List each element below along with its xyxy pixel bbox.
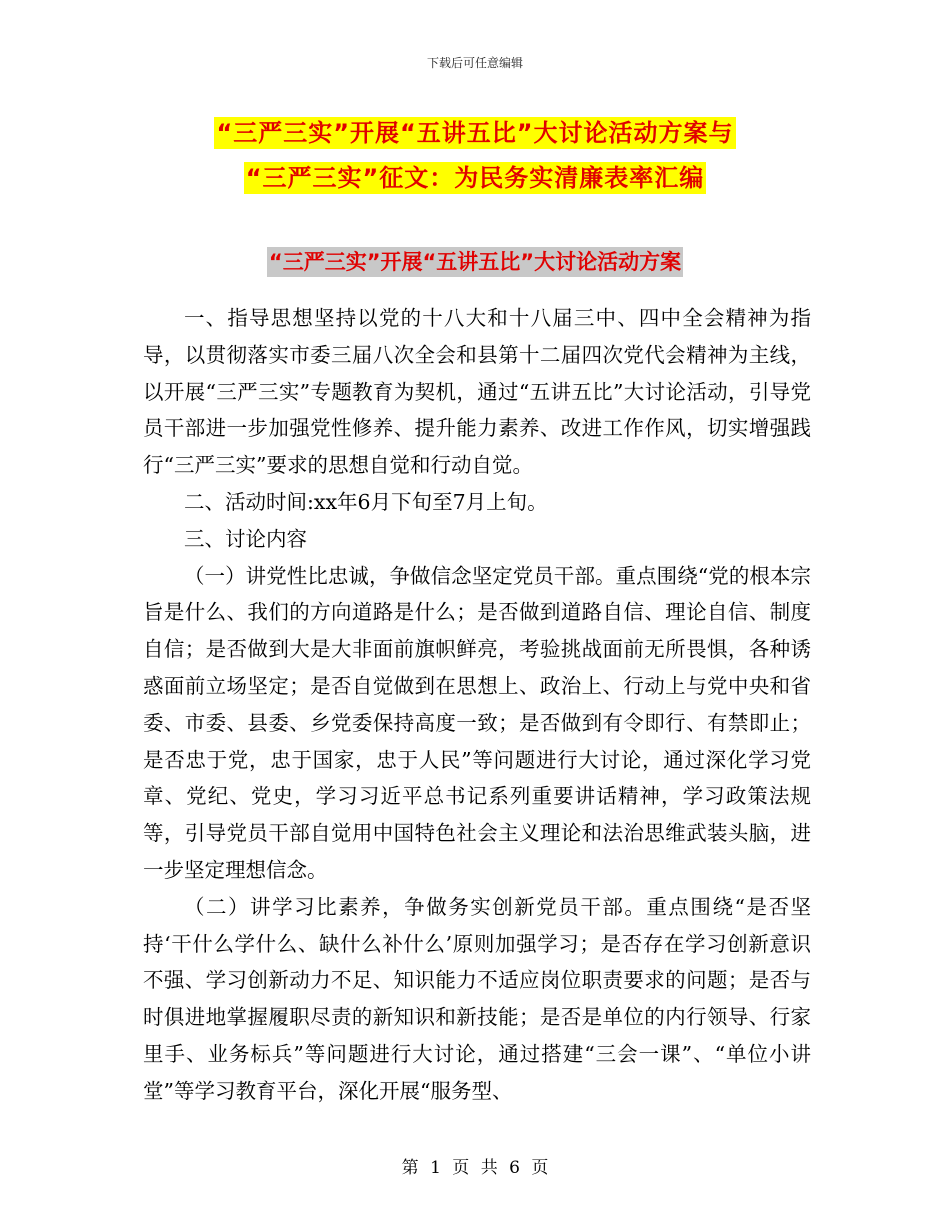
title-line-2-text: “三严三实”征文：为民务实清廉表率汇编 — [245, 164, 705, 192]
paragraph-learning: （二）讲学习比素养，争做务实创新党员干部。重点围绕“是否坚持‘干什么学什么、缺什么补什么’原则加强学习；是否存在学习创新意识不强、学习创新动力不足、知识能力不适应岗位职责要求的问题；是否与时俱进地掌握履职尽责的新知识和新技能；是否是单位的内行领导、行家里手、业务标兵”等问题进行大讨论，通过搭建“三会一课”、“单位小讲堂”等学习教育平台，深化开展“服务型、 — [143, 894, 811, 1103]
section-title — [0, 246, 950, 276]
paragraph-guiding-ideology: 一、指导思想坚持以党的十八大和十八届三中、四中全会精神为指导，以贯彻落实市委三届八次全会和县第十二届四次党代会精神为主线，以开展“三严三实”专题教育为契机，通过“五讲五比”大讨论活动，引导党员干部进一步加强党性修养、提升能力素养、改进工作作风，切实增强践行“三严三实”要求的思想自觉和行动自觉。 — [143, 306, 811, 478]
title-line-1-text: “三严三实”开展“五讲五比”大讨论活动方案与 — [216, 119, 734, 147]
page-number: 第 1 页 共 6 页 — [401, 1158, 549, 1178]
header-note: 下载后可任意编辑 — [426, 56, 523, 70]
section-title-text: “三严三实”开展“五讲五比”大讨论活动方案 — [267, 247, 683, 277]
paragraph-activity-time: 二、活动时间:xx年6月下旬至7月上旬。 — [184, 489, 548, 514]
document-title-line-2 — [0, 158, 950, 193]
document-body — [143, 300, 811, 1110]
paragraph-discussion-heading: 三、讨论内容 — [184, 526, 307, 551]
document-title-line-1 — [0, 113, 950, 148]
paragraph-party-spirit: （一）讲党性比忠诚，争做信念坚定党员干部。重点围绕“党的根本宗旨是什么、我们的方向道路是什么；是否做到道路自信、理论自信、制度自信；是否做到大是大非面前旗帜鲜亮，考验挑战面前无所畏惧，各种诱惑面前立场坚定；是否自觉做到在思想上、政治上、行动上与党中央和省委、市委、县委、乡党委保持高度一致；是否做到有令即行、有禁即止；是否忠于党，忠于国家，忠于人民”等问题进行大讨论，通过深化学习党章、党纪、党史，学习习近平总书记系列重要讲话精神，学习政策法规等，引导党员干部自觉用中国特色社会主义理论和法治思维武装头脑，进一步坚定理想信念。 — [143, 563, 811, 882]
